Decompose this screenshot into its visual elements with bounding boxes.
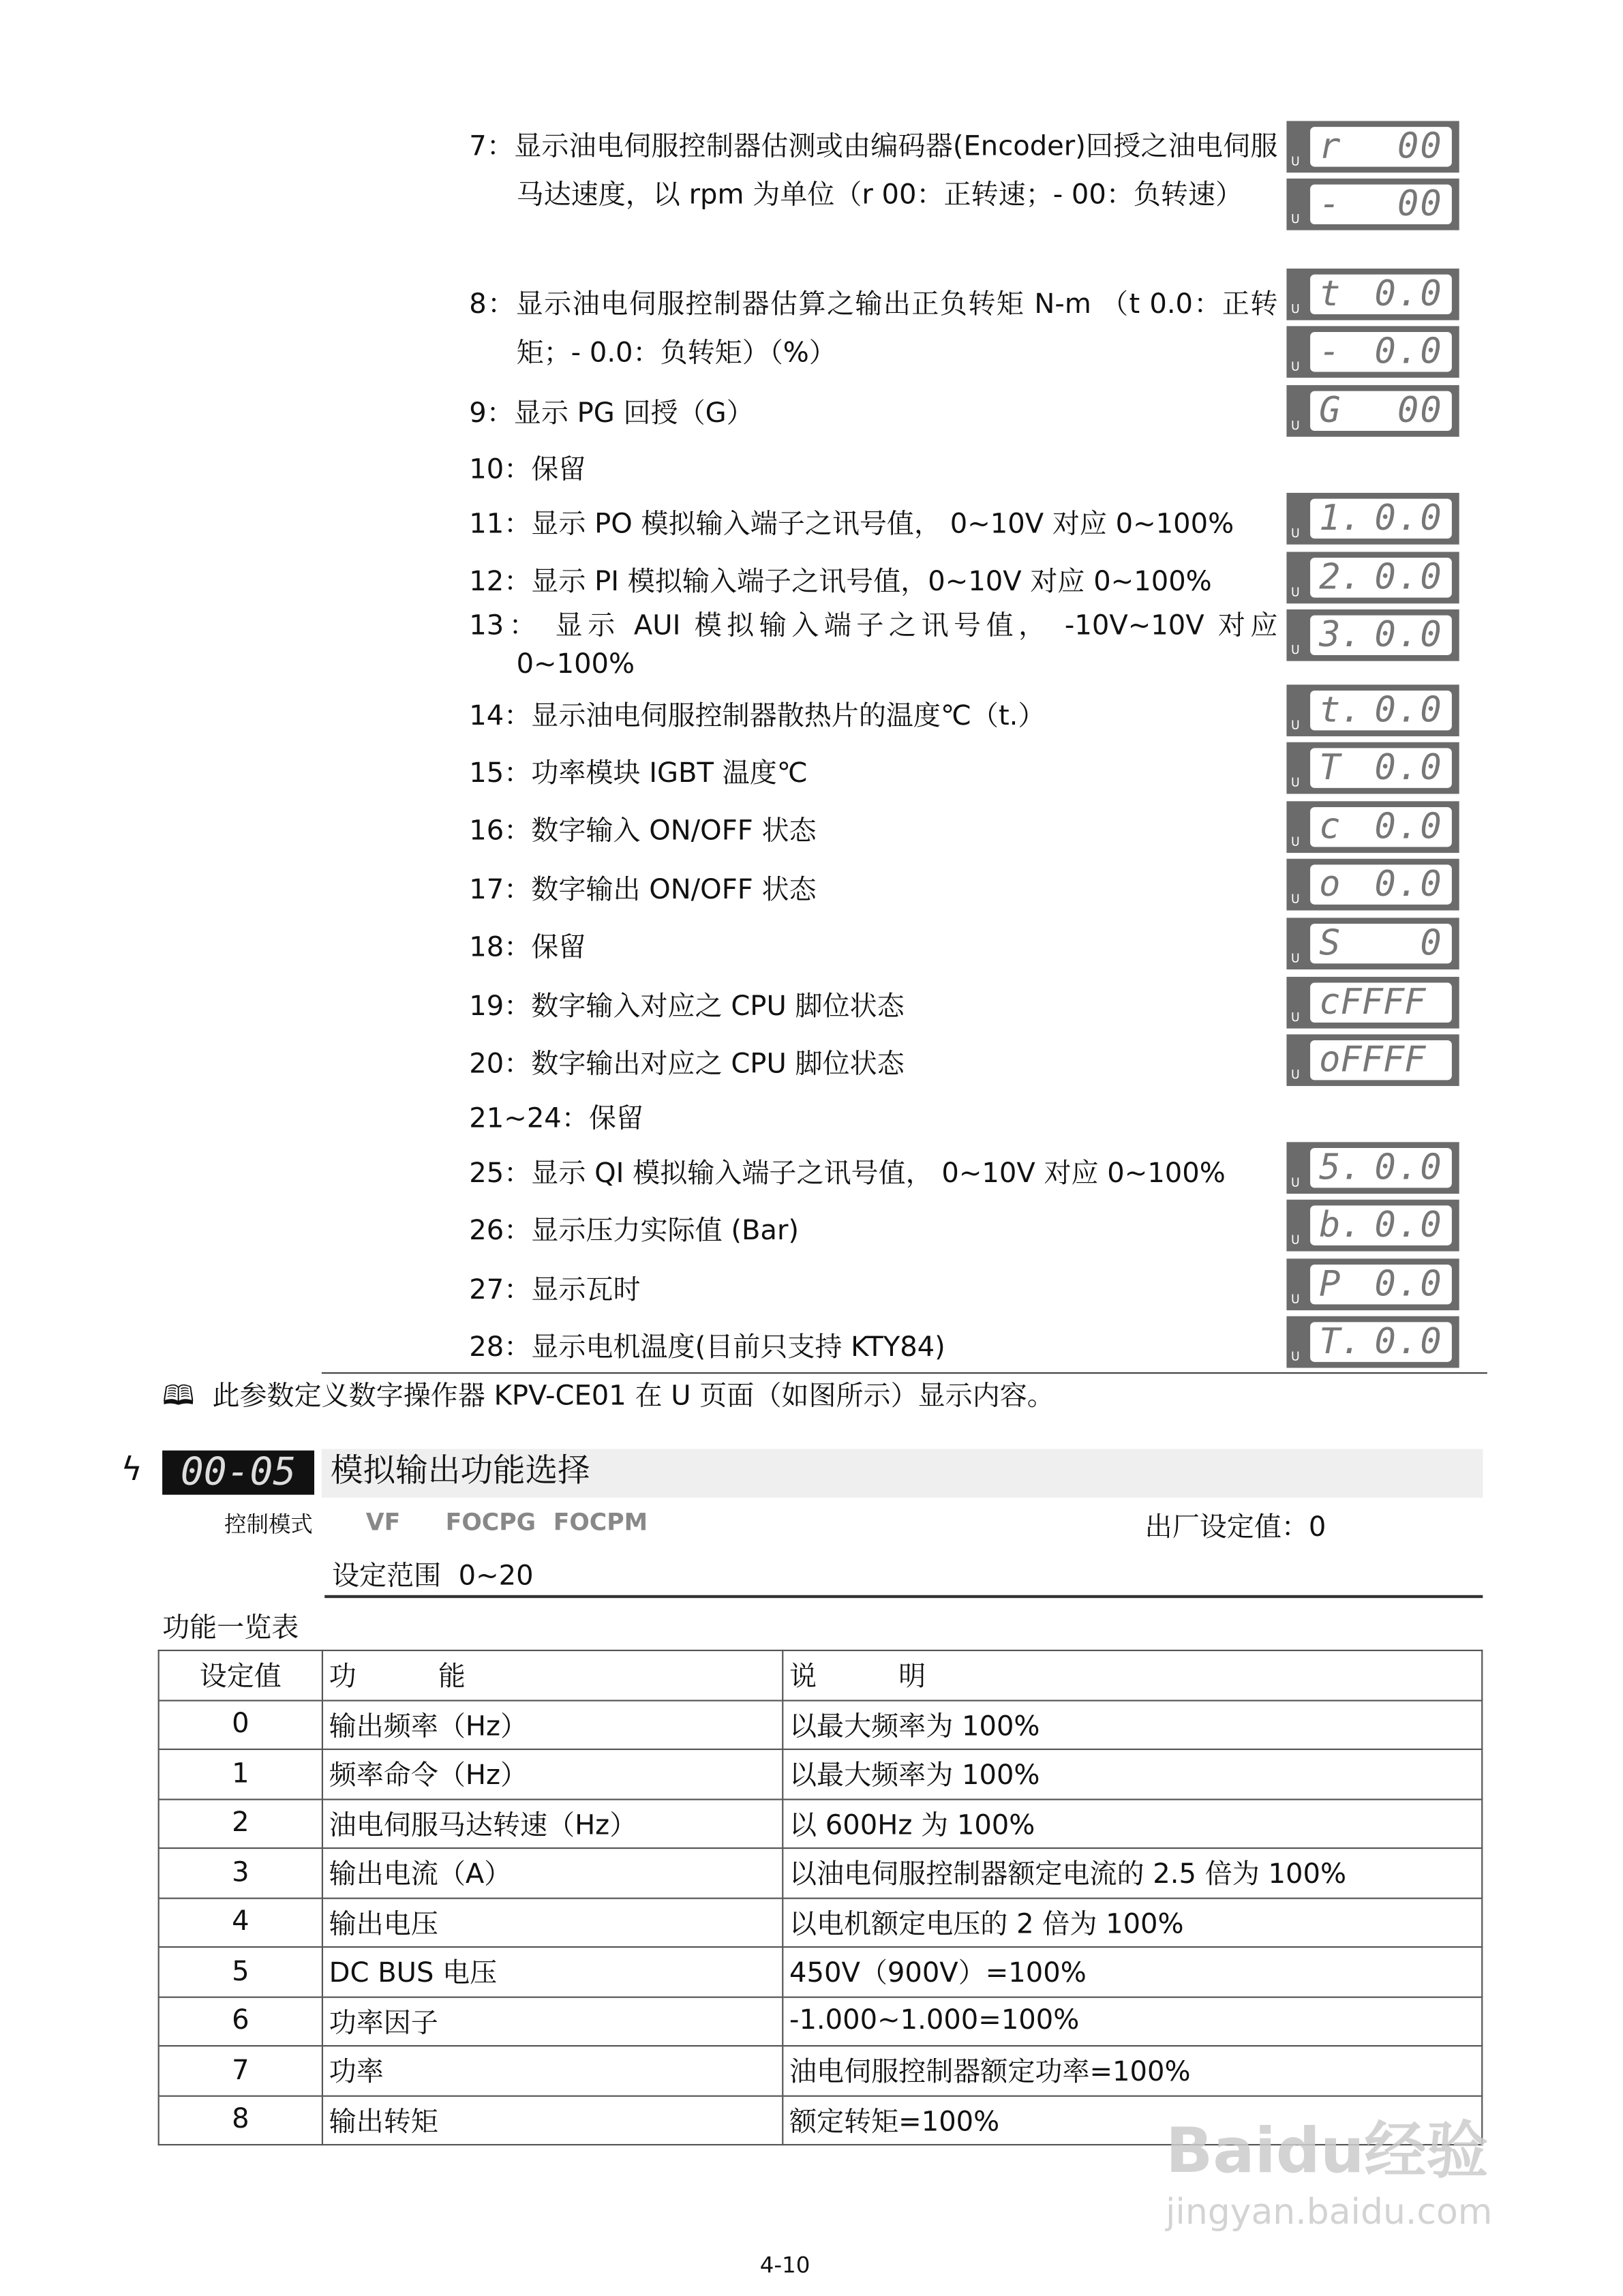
table-title: 功能一览表 (162, 1612, 299, 1644)
divider (322, 1372, 1487, 1374)
led-prefix: cFFFF (1319, 981, 1426, 1023)
function-cell: 输出频率（Hz） (322, 1700, 783, 1750)
setting-range: 设定范围 0~20 (332, 1561, 534, 1592)
led-display (1286, 1142, 1459, 1194)
param-title: 模拟输出功能选择 (330, 1453, 590, 1491)
led-value: 0.0 (1374, 330, 1443, 372)
watermark-url: jingyan.baidu.com (1165, 2191, 1493, 2233)
led-value: 0.0 (1374, 1263, 1443, 1305)
led-screen (1310, 691, 1452, 730)
parameter-item: 12：显示 PI 模拟输入端子之讯号值，0~10V 对应 0~100% (469, 567, 1212, 598)
parameter-item: 28：显示电机温度(目前只支持 KTY84) (469, 1332, 945, 1363)
led-screen (1310, 1205, 1452, 1245)
led-screen (1310, 924, 1452, 963)
led-screen (1310, 1265, 1452, 1304)
led-display (1286, 552, 1459, 604)
parameter-item: 26：显示压力实际值 (Bar) (469, 1215, 800, 1248)
led-value: 0.0 (1374, 805, 1443, 847)
led-display (1286, 684, 1459, 736)
mode-focpm: FOCPM (553, 1508, 648, 1537)
table-row (159, 1749, 1483, 1799)
table-row (159, 1947, 1483, 1997)
led-value: 0.0 (1374, 614, 1443, 656)
unit-label: U (1290, 1233, 1300, 1248)
unit-label: U (1290, 1010, 1300, 1025)
led-display (1286, 609, 1459, 661)
led-screen (1310, 391, 1452, 431)
setting-value: 8 (159, 2096, 322, 2145)
unit-label: U (1290, 719, 1300, 732)
led-prefix: T (1319, 746, 1341, 788)
parameter-item: 15：功率模块 IGBT 温度℃ (469, 758, 808, 790)
led-value: 0 (1420, 922, 1443, 964)
book-icon: 🕮 (162, 1380, 195, 1413)
led-screen (1310, 983, 1452, 1023)
parameter-item: 18：保留 (469, 932, 586, 964)
led-screen (1310, 127, 1452, 166)
unit-label: U (1290, 1176, 1300, 1190)
setting-value: 7 (159, 2046, 322, 2096)
description-cell: 额定转矩=100% (783, 2096, 1482, 2145)
led-prefix: t (1319, 273, 1341, 315)
parameter-item: 14：显示油电伺服控制器散热片的温度℃（t.） (469, 701, 1046, 732)
header-value: 设定值 (159, 1650, 322, 1700)
led-display (1286, 977, 1459, 1029)
led-screen (1310, 748, 1452, 787)
description-cell: 以最大频率为 100% (783, 1749, 1482, 1799)
led-screen (1310, 807, 1452, 847)
led-screen (1310, 499, 1452, 539)
led-display (1286, 918, 1459, 969)
parameter-item: 25：显示 QI 模拟输入端子之讯号值， 0~10V 对应 0~100% (469, 1158, 1226, 1190)
setting-value: 6 (159, 1997, 322, 2046)
function-cell: 输出转矩 (322, 2096, 783, 2145)
led-prefix: r (1319, 125, 1341, 167)
function-cell: 功率 (322, 2046, 783, 2096)
unit-label: U (1290, 835, 1300, 849)
parameter-item: 21~24：保留 (469, 1104, 643, 1135)
table-row (159, 1848, 1483, 1898)
table-row (159, 1898, 1483, 1948)
unit-label: U (1290, 360, 1300, 374)
lightning-icon: ϟ (121, 1451, 142, 1489)
led-value: 0.0 (1374, 863, 1443, 905)
function-cell: 输出电流（A） (322, 1848, 783, 1898)
led-prefix: G (1319, 389, 1341, 432)
led-display (1286, 1258, 1459, 1310)
unit-label: U (1290, 892, 1300, 907)
setting-value: 5 (159, 1947, 322, 1997)
led-screen (1310, 1148, 1452, 1188)
led-prefix: 3. (1319, 614, 1362, 656)
led-prefix: c (1319, 805, 1341, 847)
led-value: 0.0 (1374, 273, 1443, 315)
setting-value: 3 (159, 1848, 322, 1898)
led-prefix: o (1319, 863, 1341, 905)
led-display (1286, 742, 1459, 794)
led-screen (1310, 275, 1452, 314)
led-screen (1310, 1040, 1452, 1080)
led-prefix: oFFFF (1319, 1038, 1426, 1081)
led-prefix: P (1319, 1263, 1341, 1305)
function-cell: 输出电压 (322, 1898, 783, 1948)
unit-label: U (1290, 212, 1300, 226)
function-cell: DC BUS 电压 (322, 1947, 783, 1997)
watermark (1166, 2102, 1492, 2232)
led-screen (1310, 864, 1452, 904)
table-row (159, 1997, 1483, 2046)
description-cell: 以油电伺服控制器额定电流的 2.5 倍为 100% (783, 1848, 1482, 1898)
led-display (1286, 1034, 1459, 1086)
function-cell: 功率因子 (322, 1997, 783, 2046)
parameter-item: 10：保留 (469, 454, 586, 486)
led-value: 0.0 (1374, 1204, 1443, 1245)
led-prefix: - (1319, 330, 1341, 372)
led-prefix: t. (1319, 689, 1362, 731)
led-prefix: 2. (1319, 556, 1362, 598)
function-cell: 油电伺服马达转速（Hz） (322, 1799, 783, 1849)
led-display (1286, 269, 1459, 320)
unit-label: U (1290, 1068, 1300, 1082)
parameter-item: 7：显示油电伺服控制器估测或由编码器(Encoder)回授之油电伺服马达速度，以 rpm 为单位（r 00：正转速；- 00：负转速） (469, 131, 1278, 211)
description-cell: 油电伺服控制器额定功率=100% (783, 2046, 1482, 2096)
parameter-item: 27：显示瓦时 (469, 1275, 641, 1306)
unit-label: U (1290, 1350, 1300, 1363)
unit-label: U (1290, 526, 1300, 541)
led-display (1286, 326, 1459, 378)
led-screen (1310, 1322, 1452, 1361)
led-value: 00 (1397, 125, 1443, 167)
note (162, 1380, 1055, 1415)
table-row (159, 1799, 1483, 1849)
setting-value: 2 (159, 1799, 322, 1849)
led-prefix: 5. (1319, 1146, 1362, 1188)
led-display (1286, 179, 1459, 230)
led-prefix: 1. (1319, 497, 1362, 539)
description-cell: 450V（900V）=100% (783, 1947, 1482, 1997)
unit-label: U (1290, 643, 1300, 657)
header-function: 功 能 (322, 1650, 783, 1700)
control-mode-label: 控制模式 (224, 1511, 313, 1538)
description-cell: 以 600Hz 为 100% (783, 1799, 1482, 1849)
description-cell: 以电机额定电压的 2 倍为 100% (783, 1898, 1482, 1948)
function-table (158, 1650, 1483, 2145)
led-value: 0.0 (1374, 556, 1443, 598)
led-prefix: b. (1319, 1204, 1362, 1245)
unit-label: U (1290, 155, 1300, 168)
description-cell: 以最大频率为 100% (783, 1700, 1482, 1750)
led-screen (1310, 558, 1452, 597)
table-header-row (159, 1650, 1483, 1700)
setting-value: 1 (159, 1749, 322, 1799)
table-row (159, 2046, 1483, 2096)
unit-label: U (1290, 1293, 1300, 1306)
unit-label: U (1290, 419, 1300, 433)
led-display (1286, 385, 1459, 437)
led-display (1286, 1316, 1459, 1368)
unit-label: U (1290, 776, 1300, 790)
param-code: 00-05 (162, 1451, 314, 1495)
led-value: 0.0 (1374, 1320, 1443, 1362)
led-value: 0.0 (1374, 1146, 1443, 1188)
led-display (1286, 121, 1459, 172)
mode-vf: VF (365, 1508, 401, 1537)
setting-value: 4 (159, 1898, 322, 1948)
function-cell: 频率命令（Hz） (322, 1749, 783, 1799)
led-display (1286, 859, 1459, 911)
parameter-item: 19：数字输入对应之 CPU 脚位状态 (469, 991, 905, 1023)
led-screen (1310, 332, 1452, 372)
default-value: 出厂设定值：0 (1144, 1512, 1326, 1544)
setting-value: 0 (159, 1700, 322, 1750)
unit-label: U (1290, 952, 1300, 965)
parameter-item: 8：显示油电伺服控制器估算之输出正负转矩 N-m （t 0.0：正转矩；- 0.0：负转矩）（%） (469, 289, 1278, 369)
led-prefix: - (1319, 183, 1341, 225)
led-value: 0.0 (1374, 689, 1443, 731)
table-row (159, 1700, 1483, 1750)
page-number: 4-10 (759, 2252, 810, 2278)
led-display (1286, 493, 1459, 545)
description-cell: -1.000~1.000=100% (783, 1997, 1482, 2046)
divider (324, 1595, 1483, 1598)
parameter-item: 20：数字输出对应之 CPU 脚位状态 (469, 1048, 905, 1081)
unit-label: U (1290, 302, 1300, 316)
mode-focpg: FOCPG (445, 1508, 536, 1537)
led-screen (1310, 185, 1452, 224)
unit-label: U (1290, 586, 1300, 599)
led-value: 0.0 (1374, 497, 1443, 539)
parameter-item: 17：数字输出 ON/OFF 状态 (469, 875, 817, 907)
led-display (1286, 801, 1459, 853)
note-text: 此参数定义数字操作器 KPV-CE01 在 U 页面（如图所示）显示内容。 (212, 1380, 1055, 1413)
header-description: 说 明 (783, 1650, 1482, 1700)
led-value: 00 (1397, 389, 1443, 432)
parameter-item: 16：数字输入 ON/OFF 状态 (469, 815, 817, 847)
watermark-brand: Baidu经验 (1165, 2114, 1489, 2187)
led-prefix: S (1319, 922, 1341, 964)
led-value: 00 (1397, 183, 1443, 225)
led-value: 0.0 (1374, 746, 1443, 788)
parameter-item: 9：显示 PG 回授（G） (469, 398, 754, 429)
led-screen (1310, 616, 1452, 655)
parameter-item: 13： 显示 AUI 模拟输入端子之讯号值， -10V~10V 对应 0~100% (469, 611, 1278, 680)
led-display (1286, 1200, 1459, 1252)
led-prefix: T. (1319, 1320, 1362, 1362)
parameter-item: 11：显示 PO 模拟输入端子之讯号值， 0~10V 对应 0~100% (469, 509, 1234, 541)
